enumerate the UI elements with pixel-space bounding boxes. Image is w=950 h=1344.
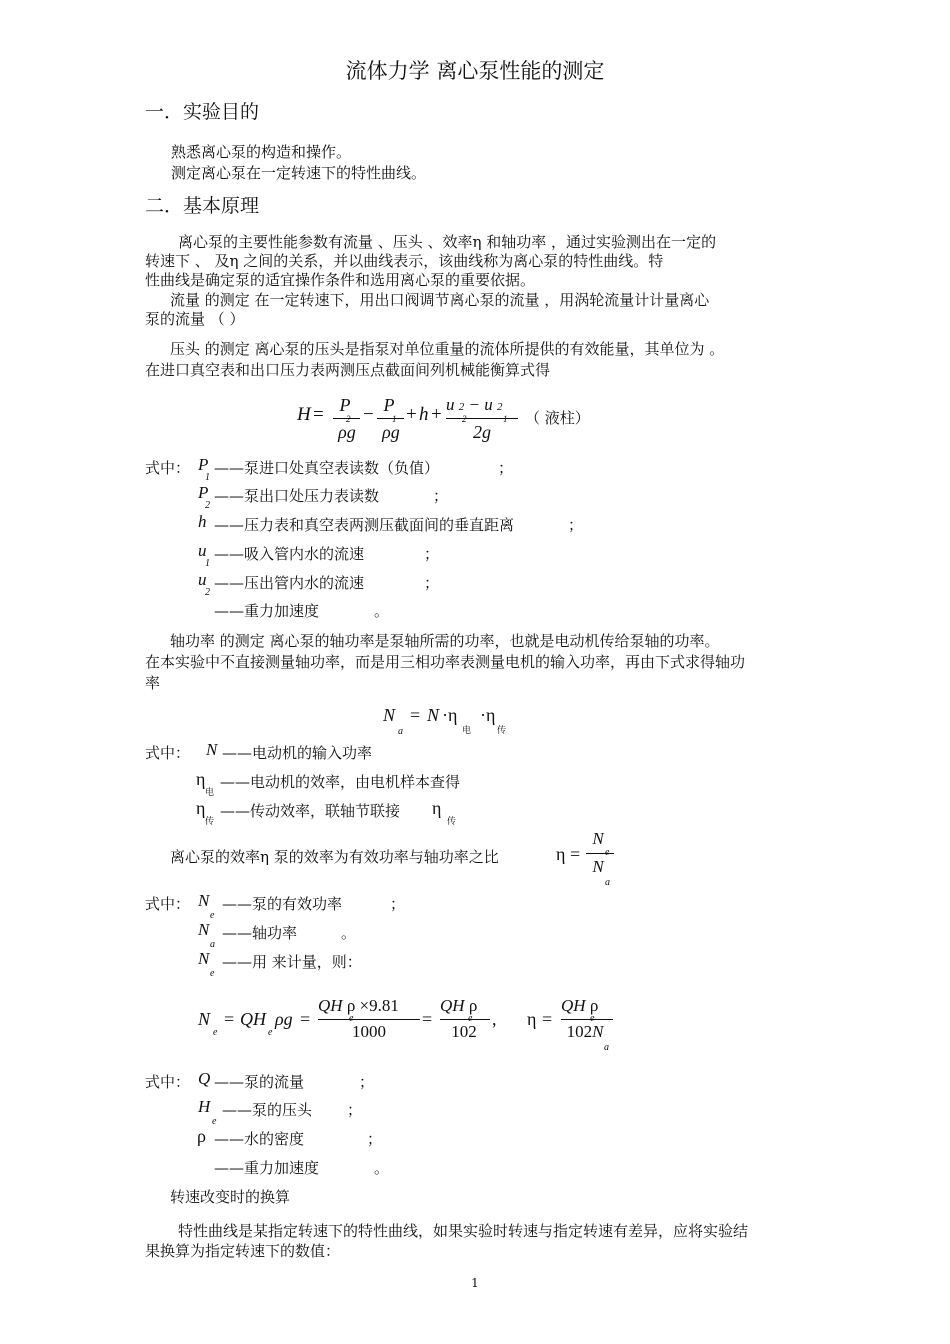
definition: ——水的密度 (214, 1130, 305, 1148)
label-shizhong: 式中： (145, 1073, 191, 1091)
definition: ——电动机的效率，由电机样本查得 (220, 773, 461, 791)
period: 。 (374, 602, 390, 620)
definition: ——传动效率，联轴节联接 (220, 802, 401, 820)
paragraph-line: 轴功率 的测定 离心泵的轴功率是泵轴所需的功率，也就是电动机传给泵轴的功率。 (170, 632, 720, 650)
page-title: 流体力学 离心泵性能的测定 (345, 59, 605, 83)
paragraph-line: 在进口真空表和出口压力表两测压点截面间列机械能衡算式得 (145, 361, 551, 379)
subheading: 转速改变时的换算 (170, 1188, 291, 1206)
definition: ——泵进口处真空表读数（负值） (214, 459, 440, 477)
definition: ——压出管内水的流速 (214, 574, 365, 592)
definition: ——重力加速度 (214, 602, 320, 620)
subscript-chuan: 传 (447, 817, 457, 827)
section-heading-principle: 二．基本原理 (145, 195, 260, 217)
page-number: 1 (471, 1276, 479, 1290)
paragraph-line: 性曲线是确定泵的适宜操作条件和选用离心泵的重要依据。 (145, 271, 536, 289)
semicolon: ； (347, 1101, 363, 1119)
semicolon: ； (498, 459, 514, 477)
definition: ——电动机的输入功率 (222, 744, 373, 762)
subscript-dian: 电 (205, 788, 215, 798)
definition: ——泵的有效功率 (222, 895, 343, 913)
subscript-dian: 电 (462, 726, 472, 736)
formula-unit: （ 液柱） (525, 409, 590, 427)
section-heading-objective: 一．实验目的 (145, 101, 260, 123)
semicolon: ； (433, 487, 449, 505)
definition: ——泵的压头 (222, 1101, 313, 1119)
objective-item: 熟悉离心泵的构造和操作。 (171, 143, 352, 161)
definition: ——吸入管内水的流速 (214, 545, 365, 563)
semicolon: ； (424, 574, 440, 592)
paragraph-line: 在本实验中不直接测量轴功率，而是用三相功率表测量电机的输入功率，再由下式求得轴功 (145, 653, 746, 671)
definition: ——轴功率 (222, 924, 298, 942)
paragraph-line: 离心泵的效率η 泵的效率为有效功率与轴功率之比 (170, 848, 499, 866)
label-shizhong: 式中： (145, 895, 191, 913)
semicolon: ； (390, 895, 406, 913)
paragraph-line: 流量 的测定 在一定转速下，用出口阀调节离心泵的流量 ，用涡轮流量计计量离心 (170, 291, 710, 309)
semicolon: ； (568, 516, 584, 534)
definition: ——压力表和真空表两测压截面间的垂直距离 (214, 516, 515, 534)
semicolon: ； (424, 545, 440, 563)
definition: ——用 来计量，则： (222, 953, 362, 971)
period: 。 (341, 924, 357, 942)
subscript-chuan: 传 (205, 817, 215, 827)
subscript-chuan: 传 (497, 726, 507, 736)
paragraph-line: 果换算为指定转速下的数值： (145, 1242, 341, 1260)
paragraph-line: 率 (145, 674, 161, 692)
objective-item: 测定离心泵在一定转速下的特性曲线。 (171, 164, 427, 182)
paragraph-line: 转速下 、 及η 之间的关系，并以曲线表示，该曲线称为离心泵的特性曲线。特 (145, 252, 664, 270)
semicolon: ； (367, 1130, 383, 1148)
paragraph-line: 特性曲线是某指定转速下的特性曲线，如果实验时转速与指定转速有差异，应将实验结 (178, 1222, 749, 1240)
label-shizhong: 式中： (145, 459, 191, 477)
paragraph-line: 压头 的测定 离心泵的压头是指泵对单位重量的流体所提供的有效能量，其单位为 。 (170, 340, 725, 358)
label-shizhong: 式中： (145, 744, 191, 762)
paragraph-line: 泵的流量 （ ） (145, 310, 245, 328)
definition: ——泵的流量 (214, 1073, 305, 1091)
semicolon: ； (359, 1073, 375, 1091)
period: 。 (374, 1159, 390, 1177)
definition: ——泵出口处压力表读数 (214, 487, 380, 505)
definition: ——重力加速度 (214, 1159, 320, 1177)
paragraph-line: 离心泵的主要性能参数有流量 、压头 、效率η 和轴功率 ，通过实验测出在一定的 (178, 233, 717, 251)
